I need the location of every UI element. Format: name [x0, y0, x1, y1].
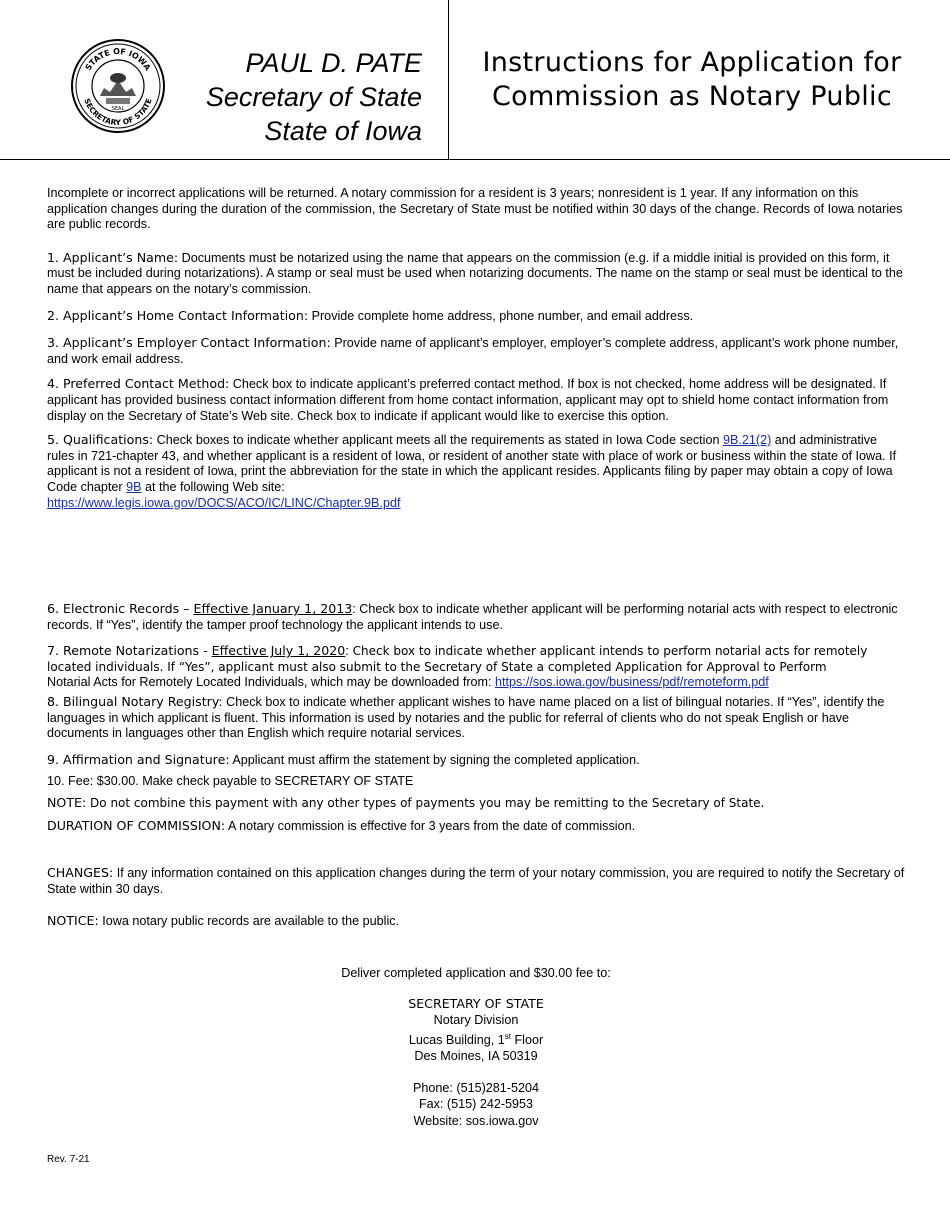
- svg-text:STATE OF IOWA: STATE OF IOWA: [83, 46, 153, 73]
- duration-paragraph: [47, 818, 905, 835]
- item-text: Provide complete home address, phone number, and email address.: [308, 308, 694, 323]
- remote-form-url-link[interactable]: https://sos.iowa.gov/business/pdf/remoteform.pdf: [495, 675, 769, 690]
- item-label: 2. Applicant’s Home Contact Information:: [47, 307, 309, 323]
- duration-text: A notary commission is effective for 3 years from the date of commission.: [225, 818, 636, 833]
- item-text: . Make check payable to SECRETARY OF STATE: [135, 774, 414, 789]
- state-seal-icon: [70, 38, 166, 134]
- code-section-link[interactable]: 9B.21(2): [722, 433, 772, 448]
- title-line-1: Instructions for Application for: [482, 47, 902, 78]
- deliver-instruction: Deliver completed application and $30.00 fee to:: [341, 966, 611, 980]
- item-label: 3. Applicant’s Employer Contact Information:: [47, 335, 331, 351]
- item-electronic-records: [47, 601, 905, 633]
- state-name: State of Iowa: [264, 116, 422, 146]
- item-text: at the following Web site:: [141, 479, 285, 494]
- item-text: Check box to indicate whether applicant wishes to have name placed on a list of bilingual notaries. If “Yes”, identify the languages in which applicant is fluent. This information is used by notaries and the public for referral of clients who do not speak English or have documents in languages other than English which require notarial services.: [47, 695, 885, 741]
- changes-label: CHANGES:: [47, 865, 114, 881]
- item-fee: [47, 774, 905, 790]
- item-label: 1. Applicant’s Name:: [47, 249, 179, 265]
- secretary-name: PAUL D. PATE: [245, 48, 422, 78]
- address-division: Notary Division: [433, 1013, 519, 1028]
- address-office: SECRETARY OF STATE: [408, 996, 544, 1012]
- effective-date: Effective July 1, 2020: [211, 643, 346, 659]
- item-text: Documents must be notarized using the name that appears on the commission (e.g. if a middle initial is provided on this form, it must be included during notarizations). A stamp or seal must be used when notarizing documents. The name on the stamp or seal must be identical to the name that appears on the notary’s commission.: [47, 250, 903, 296]
- secretary-name-block: [206, 46, 422, 148]
- item-qualifications: [47, 432, 905, 511]
- note-label: NOTE:: [47, 795, 87, 811]
- revision-label: Rev. 7-21: [47, 1154, 90, 1165]
- instructions-body: [47, 186, 905, 1129]
- changes-text: If any information contained on this application changes during the term of your notary commission, you are required to notify the Secretary of State within 30 days.: [47, 866, 905, 896]
- item-employer-contact: [47, 335, 905, 367]
- item-label: 7. Remote Notarizations -: [47, 643, 212, 659]
- item-affirmation: [47, 752, 905, 769]
- svg-text:SEAL: SEAL: [111, 106, 125, 112]
- building-text: Lucas Building, 1: [408, 1032, 505, 1047]
- item-home-contact: [47, 308, 905, 325]
- item-label: 6. Electronic Records –: [47, 601, 194, 617]
- changes-paragraph: [47, 865, 905, 897]
- item-label: 4. Preferred Contact Method:: [47, 376, 230, 392]
- item-text: Applicant must affirm the statement by signing the completed application.: [229, 752, 640, 767]
- contact-fax: Fax: (515) 242-5953: [418, 1097, 534, 1112]
- item-applicant-name: [47, 250, 905, 298]
- item-colon: :: [352, 602, 356, 617]
- contact-website: Website: sos.iowa.gov: [413, 1113, 539, 1128]
- item-label: 8. Bilingual Notary Registry:: [47, 694, 223, 710]
- item-text: and administrative rules in 721-chapter 43, and whether applicant is a resident of Iowa, or resident of another state with place of work or business within the state of Iowa. If applicant is not a resident of Iowa, print the abbreviation for the state in which the applicant resides. Applicants filing by paper may obtain a copy of Iowa Code chapter: [47, 433, 897, 494]
- item-text: Notarial Acts for Remotely Located Individuals, which may be downloaded from:: [47, 675, 496, 690]
- notice-paragraph: [47, 913, 905, 930]
- header-divider-horizontal: [0, 159, 950, 160]
- intro-paragraph: Incomplete or incorrect applications will be returned. A notary commission for a resident is 3 years; nonresident is 1 year. If any information on this application changes during the duration of the commission, the Secretary of State must be notified within 30 days of the change. Records of Iowa notaries are public records.: [47, 186, 903, 232]
- notice-label: NOTICE:: [47, 913, 99, 929]
- item-label: 5. Qualifications:: [47, 432, 154, 448]
- item-remote-notarizations: [47, 643, 905, 691]
- item-text: Check box to indicate whether applicant will be performing notarial acts with respect to electronic records. If “Yes”, identify the tamper proof technology the applicant intends to use.: [47, 602, 898, 632]
- code-chapter-link[interactable]: 9B: [126, 479, 142, 494]
- item-text: Check box to indicate whether applicant intends to perform notarial acts for remotely located individuals. If “Yes”, applicant must also submit to the Secretary of State a completed Application for Approval to Perform: [47, 644, 868, 674]
- item-text: Check box to indicate applicant’s preferred contact method. If box is not checked, home address will be designated. If applicant has provided business contact information different from home contact information, applicant may opt to shield home contact information from display on the Secretary of State’s Web site. Check box to indicate if applicant would like to exercise this option.: [47, 377, 889, 423]
- contact-phone: Phone: (515)281-5204: [412, 1081, 540, 1096]
- item-label: 9. Affirmation and Signature:: [47, 751, 230, 767]
- item-preferred-contact: [47, 376, 905, 424]
- item-text: Provide name of applicant’s employer, employer’s complete address, applicant’s work phone number, and work email address.: [47, 336, 899, 366]
- address-city: Des Moines, IA 50319: [414, 1049, 538, 1063]
- mailing-address-block: [47, 965, 905, 1129]
- note-text: Do not combine this payment with any other types of payments you may be remitting to the Secretary of State.: [86, 796, 765, 811]
- svg-text:SECRETARY OF STATE: SECRETARY OF STATE: [82, 97, 154, 128]
- document-title: [449, 46, 935, 114]
- notice-text: Iowa notary public records are available to the public.: [98, 914, 400, 929]
- building-floor: Floor: [510, 1032, 544, 1047]
- address-building: [47, 1029, 905, 1048]
- building-sup: st: [504, 1031, 511, 1041]
- title-line-2: Commission as Notary Public: [491, 81, 893, 112]
- note-paragraph: [47, 795, 905, 812]
- page-header: [0, 0, 950, 160]
- item-bilingual-registry: [47, 694, 905, 742]
- secretary-office: Secretary of State: [205, 82, 422, 112]
- item-colon: :: [345, 644, 349, 659]
- item-text: Check boxes to indicate whether applicant meets all the requirements as stated in Iowa Code section: [153, 433, 723, 448]
- effective-date: Effective January 1, 2013: [193, 601, 353, 617]
- header-divider-vertical: [448, 0, 449, 160]
- iowa-code-url-link[interactable]: https://www.legis.iowa.gov/DOCS/ACO/IC/LINC/Chapter.9B.pdf: [47, 495, 401, 510]
- duration-label: DURATION OF COMMISSION:: [47, 817, 226, 833]
- item-label: 10. Fee: $30.00: [47, 774, 136, 789]
